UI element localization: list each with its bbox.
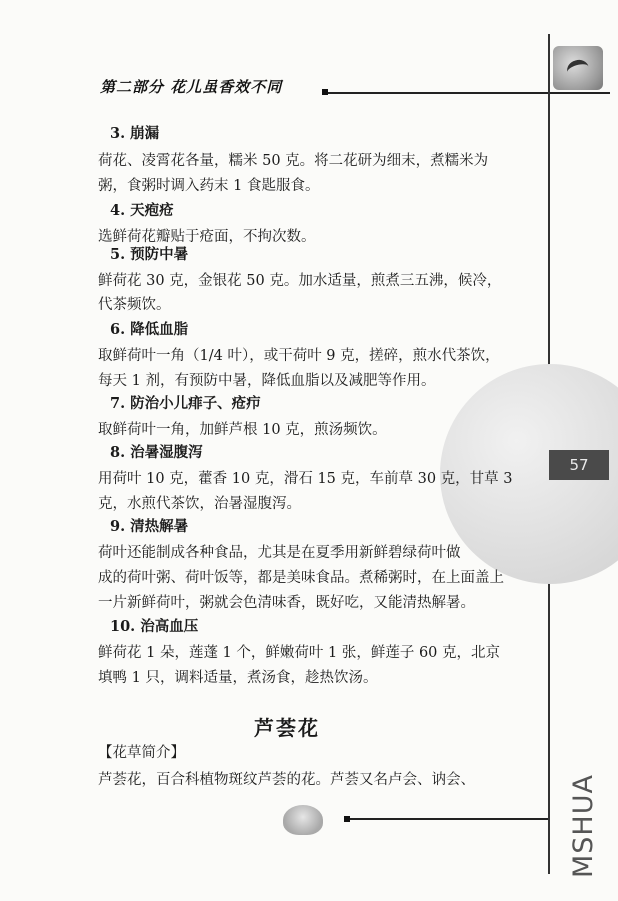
item-line: 荷叶还能制成各种食品，尤其是在夏季用新鲜碧绿荷叶做 [98,545,461,561]
item-line: 选鲜荷花瓣贴于疮面，不拘次数。 [98,229,316,245]
item-heading: 7. 防治小儿痱子、疮疖 [110,395,261,412]
corner-logo-icon [553,46,603,90]
item-line: 取鲜荷叶一角，加鲜芦根 10 克，煎汤频饮。 [98,422,387,438]
item-line: 粥，食粥时调入药末 1 食匙服食。 [98,178,320,194]
item-line: 填鸭 1 只，调料适量，煮汤食，趁热饮汤。 [98,670,378,686]
item-line: 鲜荷花 30 克，金银花 50 克。加水适量，煎煮三五沸，候冷， [98,273,502,289]
intro-text: 芦荟花，百合科植物斑纹芦荟的花。芦荟又名卢会、讷会、 [98,772,475,788]
item-heading: 3. 崩漏 [110,125,160,142]
swirl-icon [565,57,591,81]
watermark: MSHUA [568,774,599,878]
header-title: 第二部分 花儿虽香效不同 [100,78,283,96]
item-line: 成的荷叶粥、荷叶饭等，都是美味食品。煮稀粥时，在上面盖上 [98,570,504,586]
item-line: 每天 1 剂，有预防中暑，降低血脂以及减肥等作用。 [98,373,436,389]
item-heading: 6. 降低血脂 [110,321,189,338]
item-heading: 9. 清热解暑 [110,518,189,535]
footer-rule [350,818,548,820]
item-heading: 10. 治高血压 [110,618,199,635]
page-number: 57 [549,450,609,480]
item-heading: 5. 预防中暑 [110,246,189,263]
item-line: 一片新鲜荷叶，粥就会色清味香，既好吃，又能清热解暑。 [98,595,475,611]
item-line: 用荷叶 10 克，藿香 10 克，滑石 15 克，车前草 30 克，甘草 3 [98,471,513,487]
flower-icon [283,805,323,835]
item-line: 荷花、凌霄花各量，糯米 50 克。将二花研为细末，煮糯米为 [98,153,489,169]
item-line: 取鲜荷叶一角（1/4 叶），或干荷叶 9 克，搓碎，煎水代茶饮， [98,348,500,364]
item-heading: 4. 天疱疮 [110,202,174,219]
item-line: 鲜荷花 1 朵，莲蓬 1 个，鲜嫩荷叶 1 张，鲜莲子 60 克，北京 [98,645,500,661]
item-heading: 8. 治暑湿腹泻 [110,444,203,461]
item-line: 代茶频饮。 [98,297,171,313]
intro-label: 【花草简介】 [98,745,185,761]
section-title: 芦荟花 [254,716,320,740]
item-line: 克，水煎代茶饮，治暑湿腹泻。 [98,496,301,512]
